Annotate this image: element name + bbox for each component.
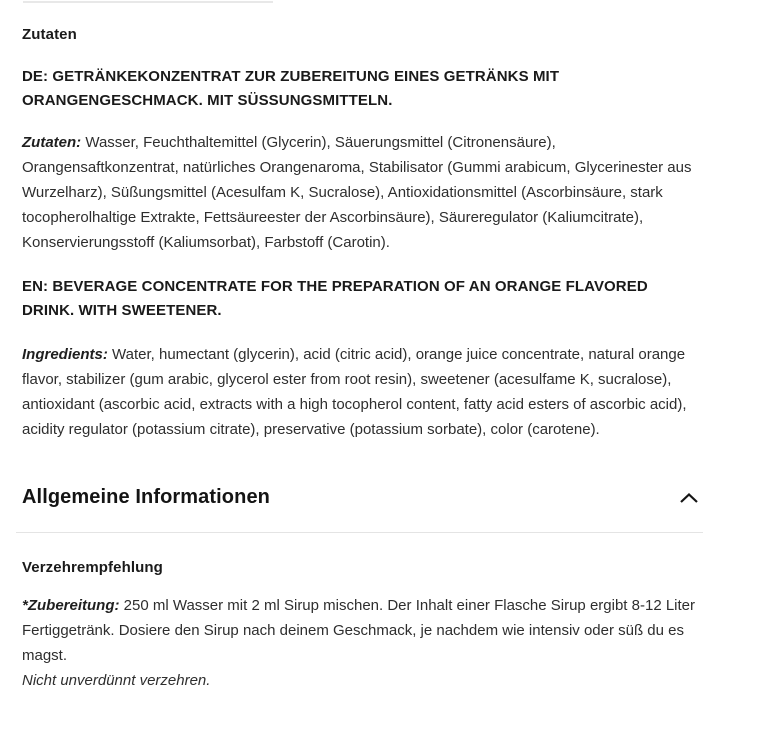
de-ingredients-paragraph bbox=[22, 130, 702, 255]
chevron-up-icon[interactable] bbox=[678, 491, 700, 505]
preparation-paragraph bbox=[22, 593, 702, 668]
accordion-header-allgemeine-informationen[interactable] bbox=[22, 486, 702, 509]
general-info-section bbox=[22, 559, 702, 693]
undiluted-consumption-note: Nicht unverdünnt verzehren. bbox=[22, 672, 211, 689]
consumption-recommendation-title: Verzehrempfehlung bbox=[22, 559, 163, 576]
en-ingredients-lead: Ingredients: bbox=[22, 346, 108, 363]
preparation-lead: *Zubereitung: bbox=[22, 597, 120, 614]
ingredients-section bbox=[22, 0, 702, 442]
en-product-statement: EN: BEVERAGE CONCENTRATE FOR THE PREPARATION OF AN ORANGE FLAVORED DRINK. WITH SWEETENER. bbox=[22, 278, 648, 319]
section-divider bbox=[16, 532, 703, 533]
de-ingredients-lead: Zutaten: bbox=[22, 134, 82, 151]
tab-indicator-line bbox=[23, 1, 273, 3]
ingredients-section-title: Zutaten bbox=[22, 26, 77, 43]
en-ingredients-text: Water, humectant (glycerin), acid (citric acid), orange juice concentrate, natural orange flavor, stabilizer (gum arabic, glycerol ester from root resin), sweetener (acesulfame K, sucralose), antioxidant (ascorbic acid, extracts with a high tocopherol content, fatty acid esters of ascorbic acid), acidity regulator (potassium citrate), preservative (potassium sorbate), color (carotene). bbox=[22, 346, 687, 438]
preparation-text: 250 ml Wasser mit 2 ml Sirup mischen. Der Inhalt einer Flasche Sirup ergibt 8-12 Liter Fertiggetränk. Dosiere den Sirup nach deinem Geschmack, je nachdem wie intensiv oder süß du es magst. bbox=[22, 597, 696, 664]
en-ingredients-paragraph bbox=[22, 342, 702, 442]
accordion-title: Allgemeine Informationen bbox=[22, 486, 270, 508]
de-product-statement: DE: GETRÄNKEKONZENTRAT ZUR ZUBEREITUNG EINES GETRÄNKS MIT ORANGENGESCHMACK. MIT SÜSSUNGSMITTELN. bbox=[22, 68, 560, 109]
de-ingredients-text: Wasser, Feuchthaltemittel (Glycerin), Säuerungsmittel (Citronensäure), Orangensaftkonzentrat, natürliches Orangenaroma, Stabilisator (Gummi arabicum, Glycerinester aus Wurzelharz), Süßungsmittel (Acesulfam K, Sucralose), Antioxidationsmittel (Ascorbinsäure, stark tocopherolhaltige Extrakte, Fettsäureester der Ascorbinsäure), Säureregulator (Kaliumcitrate), Konservierungsstoff (Kaliumsorbat), Farbstoff (Carotin). bbox=[22, 134, 692, 251]
